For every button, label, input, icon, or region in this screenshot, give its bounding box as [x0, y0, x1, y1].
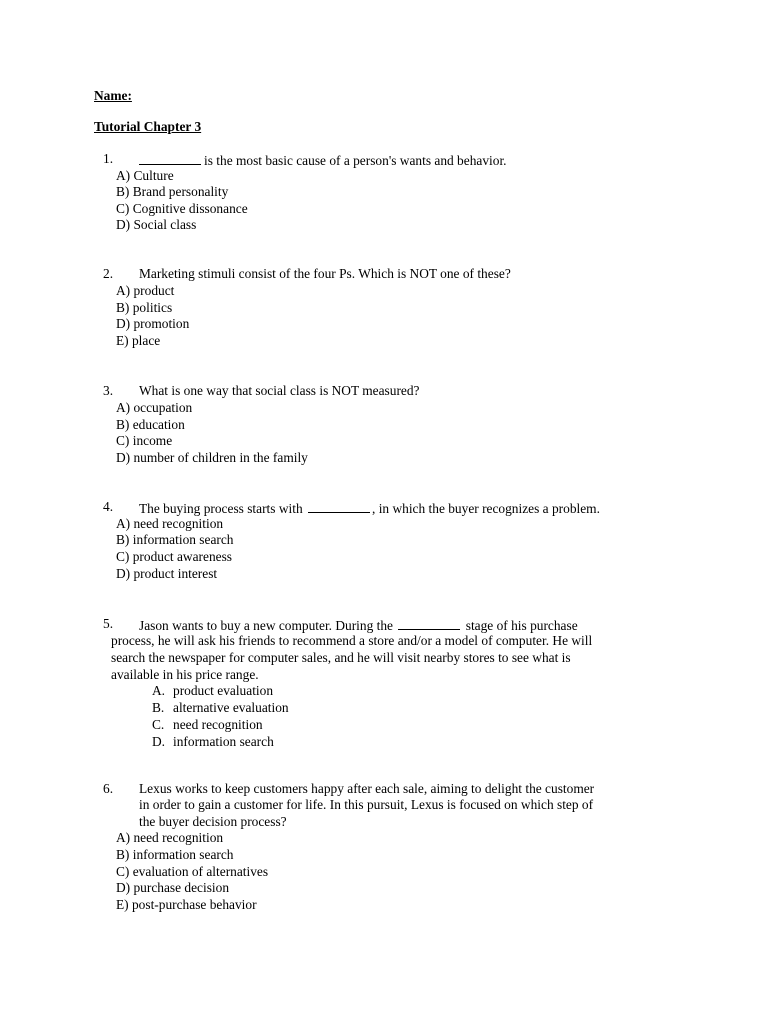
- question-text: [139, 151, 507, 170]
- option-letter: B.: [152, 700, 165, 715]
- question-text-after-blank: is the most basic cause of a person's wants and behavior.: [204, 153, 507, 168]
- option-letter: D.: [152, 734, 166, 749]
- option: D) Social class: [116, 217, 197, 232]
- option: A) product: [116, 283, 175, 298]
- question-text-line: in order to gain a customer for life. In this pursuit, Lexus is focused on which step of: [139, 797, 594, 812]
- question-text: Marketing stimuli consist of the four Ps. Which is NOT one of these?: [139, 266, 511, 281]
- question-text-line: search the newspaper for computer sales, and he will visit nearby stores to see what is: [111, 650, 571, 665]
- answer-blank: [139, 151, 201, 165]
- question-number: 3.: [103, 383, 114, 398]
- answer-blank: [308, 499, 370, 513]
- question-number: 5.: [103, 616, 114, 631]
- option: D) product interest: [116, 566, 218, 581]
- option: B) education: [116, 417, 185, 432]
- question-text: [139, 616, 578, 635]
- option: A) need recognition: [116, 830, 224, 845]
- question-text-before-blank: Jason wants to buy a new computer. During the: [139, 618, 394, 633]
- option: D) purchase decision: [116, 880, 230, 895]
- option: C) evaluation of alternatives: [116, 864, 269, 879]
- question-number: 1.: [103, 151, 114, 166]
- option: B) Brand personality: [116, 184, 229, 199]
- page-title: Tutorial Chapter 3: [94, 119, 202, 134]
- question-text-line: process, he will ask his friends to recommend a store and/or a model of computer. He will: [111, 633, 593, 648]
- option: A) need recognition: [116, 516, 224, 531]
- answer-blank: [398, 616, 460, 630]
- question-text-after-blank: , in which the buyer recognizes a problem.: [372, 501, 600, 516]
- option: D) promotion: [116, 316, 190, 331]
- option: information search: [173, 734, 274, 749]
- option: E) post-purchase behavior: [116, 897, 257, 912]
- option-letter: A.: [152, 683, 166, 698]
- question-number: 2.: [103, 266, 114, 281]
- option: E) place: [116, 333, 161, 348]
- option-letter: C.: [152, 717, 165, 732]
- option: B) politics: [116, 300, 173, 315]
- name-label: Name:: [94, 88, 132, 103]
- option: C) Cognitive dissonance: [116, 201, 248, 216]
- option: A) Culture: [116, 168, 174, 183]
- option: D) number of children in the family: [116, 450, 308, 465]
- question-text-after-blank: stage of his purchase: [465, 618, 578, 633]
- question-number: 6.: [103, 781, 114, 796]
- question-text: What is one way that social class is NOT measured?: [139, 383, 420, 398]
- question-text-line: the buyer decision process?: [139, 814, 287, 829]
- option: alternative evaluation: [173, 700, 289, 715]
- option: C) product awareness: [116, 549, 233, 564]
- option: B) information search: [116, 532, 234, 547]
- option: A) occupation: [116, 400, 193, 415]
- question-text-line: available in his price range.: [111, 667, 259, 682]
- option: product evaluation: [173, 683, 274, 698]
- question-text-before-blank: The buying process starts with: [139, 501, 303, 516]
- option: C) income: [116, 433, 173, 448]
- question-text-line: Lexus works to keep customers happy after each sale, aiming to delight the customer: [139, 781, 595, 796]
- question-text: [139, 499, 600, 518]
- option: need recognition: [173, 717, 263, 732]
- question-number: 4.: [103, 499, 114, 514]
- option: B) information search: [116, 847, 234, 862]
